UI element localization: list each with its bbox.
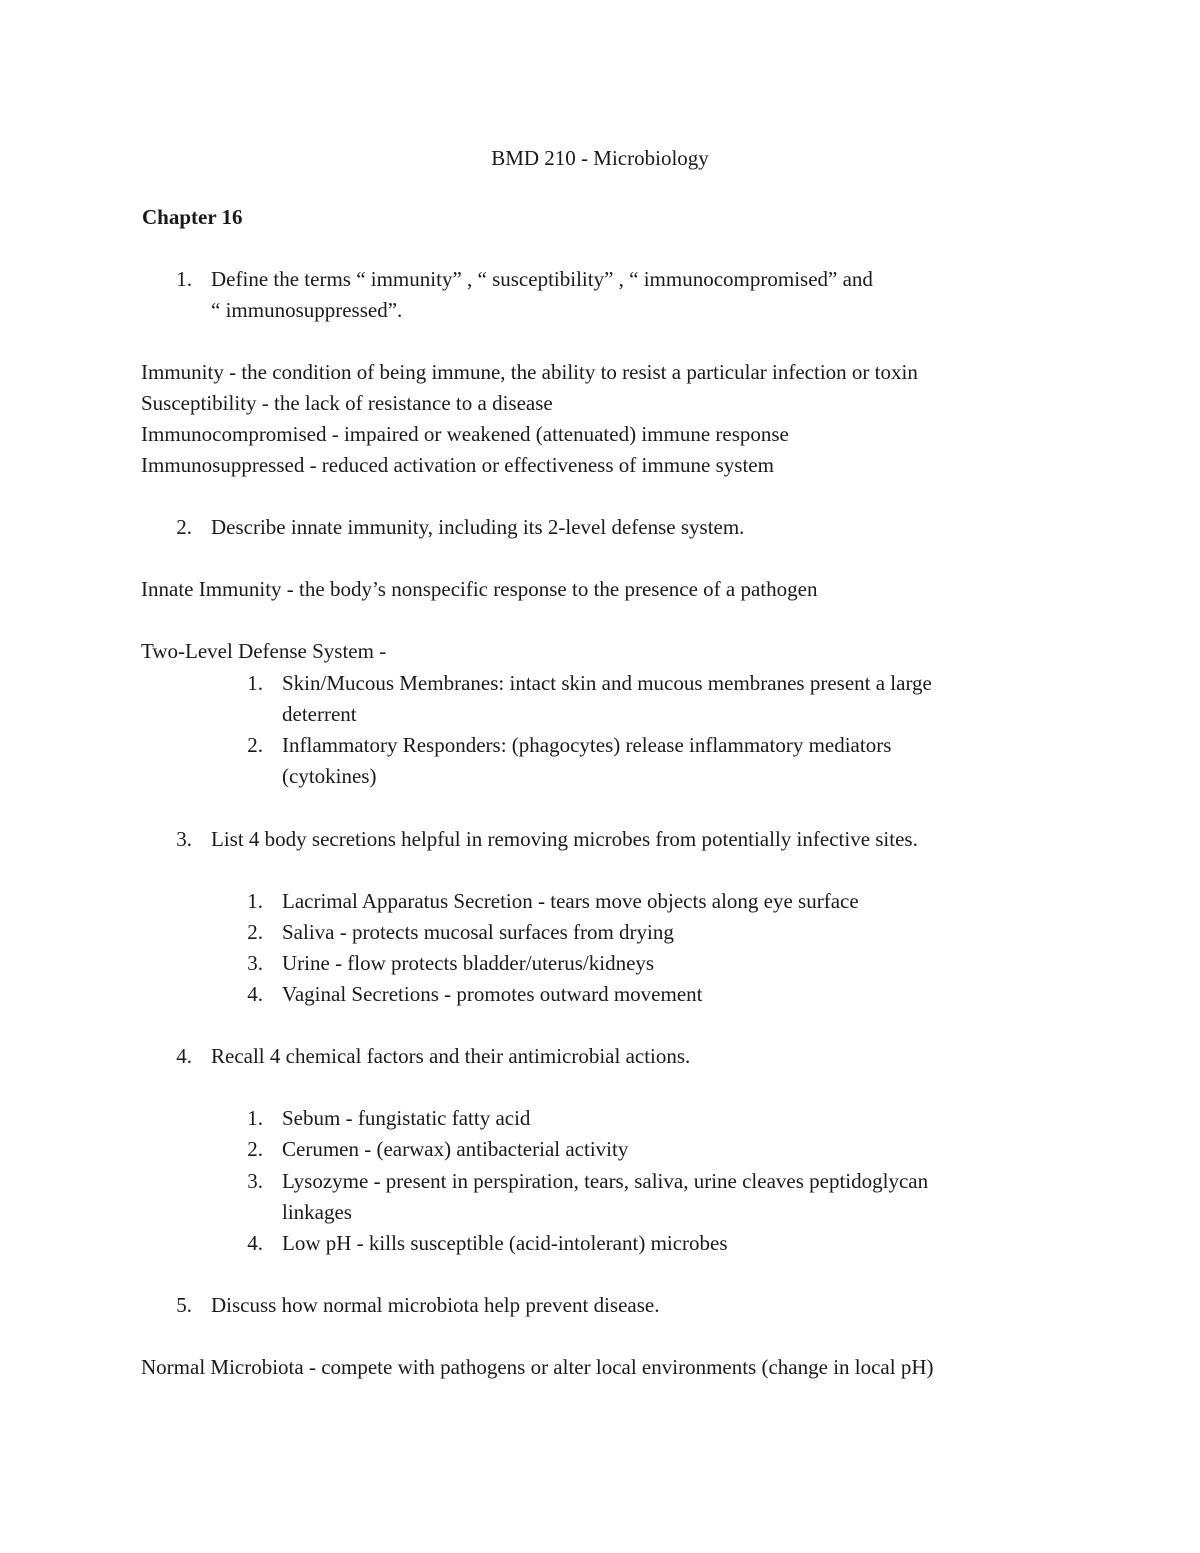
list-number: 4.	[247, 982, 263, 1006]
question-text: Describe innate immunity, including its 2-level defense system.	[211, 515, 745, 539]
question-number: 4.	[176, 1044, 192, 1068]
list-number: 2.	[247, 920, 263, 944]
list-text: Urine - flow protects bladder/uterus/kidneys	[282, 951, 655, 975]
chapter-title: Chapter 16	[142, 205, 243, 229]
list-number: 1.	[247, 1106, 263, 1130]
two-level-heading: Two-Level Defense System -	[141, 639, 387, 663]
innate-immunity-definition: Innate Immunity - the body’s nonspecific response to the presence of a pathogen	[141, 577, 818, 601]
question-text-continued: “ immunosuppressed”.	[211, 298, 403, 322]
definition-susceptibility: Susceptibility - the lack of resistance to a disease	[141, 391, 553, 415]
list-number: 3.	[247, 1169, 263, 1193]
list-number: 2.	[247, 1137, 263, 1161]
list-number: 1.	[247, 889, 263, 913]
question-number: 5.	[176, 1293, 192, 1317]
list-text-continued: (cytokines)	[282, 764, 377, 788]
list-text: Skin/Mucous Membranes: intact skin and mucous membranes present a large	[282, 671, 932, 695]
definition-immunosuppressed: Immunosuppressed - reduced activation or effectiveness of immune system	[141, 453, 774, 477]
list-text: Lacrimal Apparatus Secretion - tears move objects along eye surface	[282, 889, 859, 913]
list-text: Cerumen - (earwax) antibacterial activity	[282, 1137, 629, 1161]
list-text: Inflammatory Responders: (phagocytes) release inflammatory mediators	[282, 733, 892, 757]
question-number: 1.	[176, 267, 192, 291]
question-text: Recall 4 chemical factors and their antimicrobial actions.	[211, 1044, 691, 1068]
list-text-continued: linkages	[282, 1200, 352, 1224]
question-number: 3.	[176, 827, 192, 851]
list-text: Sebum - fungistatic fatty acid	[282, 1106, 531, 1130]
definition-immunity: Immunity - the condition of being immune, the ability to resist a particular infection or toxin	[141, 360, 918, 384]
question-text: Discuss how normal microbiota help prevent disease.	[211, 1293, 660, 1317]
question-text: Define the terms “ immunity” , “ susceptibility” , “ immunocompromised” and	[211, 267, 873, 291]
list-text-continued: deterrent	[282, 702, 357, 726]
list-number: 4.	[247, 1231, 263, 1255]
course-title: BMD 210 - Microbiology	[491, 146, 709, 170]
list-number: 3.	[247, 951, 263, 975]
list-number: 2.	[247, 733, 263, 757]
definition-immunocompromised: Immunocompromised - impaired or weakened (attenuated) immune response	[141, 422, 789, 446]
list-text: Low pH - kills susceptible (acid-intolerant) microbes	[282, 1231, 728, 1255]
list-text: Vaginal Secretions - promotes outward movement	[282, 982, 703, 1006]
normal-microbiota-answer: Normal Microbiota - compete with pathogens or alter local environments (change in local pH)	[141, 1355, 934, 1379]
question-text: List 4 body secretions helpful in removing microbes from potentially infective sites.	[211, 827, 918, 851]
list-text: Saliva - protects mucosal surfaces from drying	[282, 920, 674, 944]
list-text: Lysozyme - present in perspiration, tears, saliva, urine cleaves peptidoglycan	[282, 1169, 929, 1193]
list-number: 1.	[247, 671, 263, 695]
question-number: 2.	[176, 515, 192, 539]
